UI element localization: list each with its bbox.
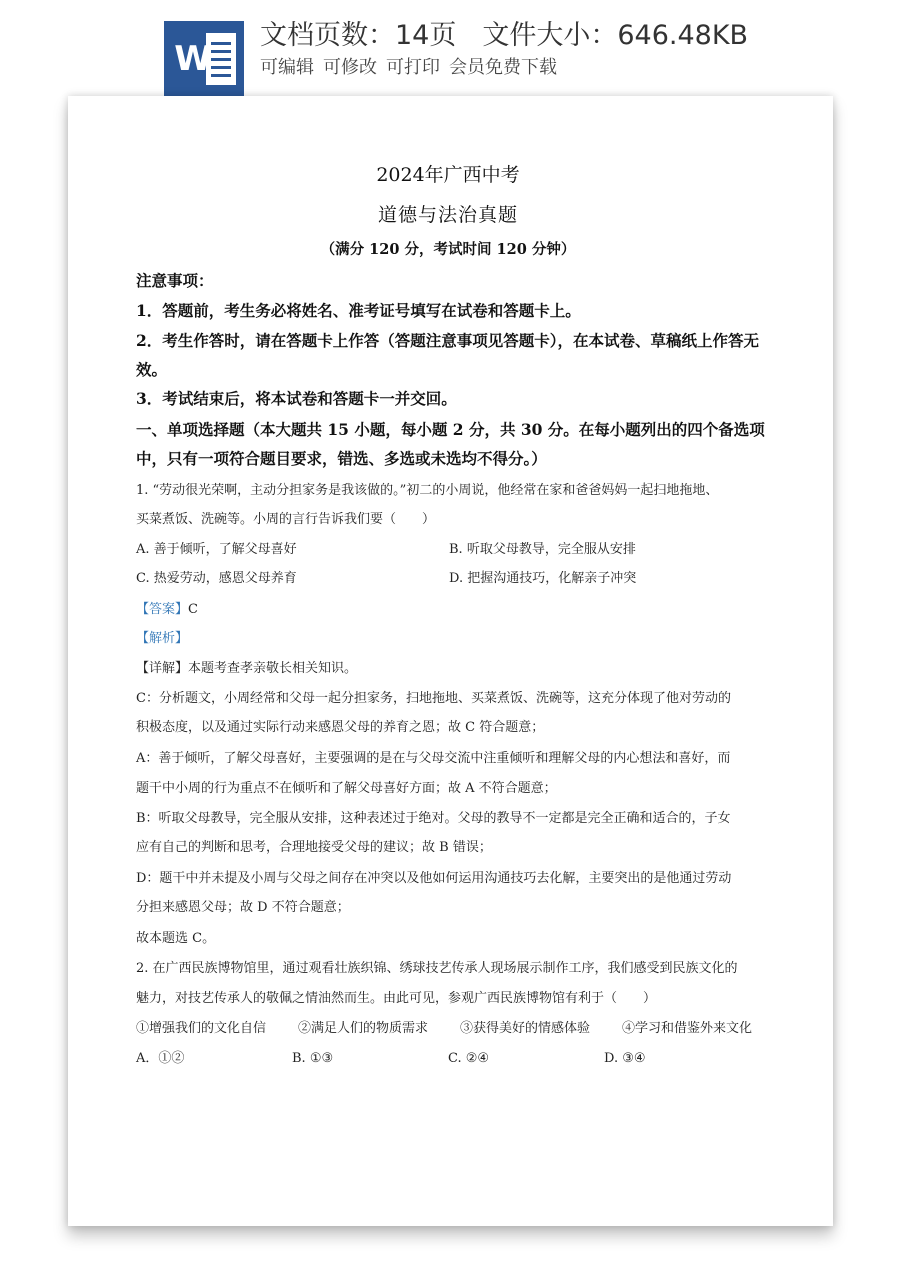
explanation-line: B：听取父母教导，完全服从安排，这种表述过于绝对。父母的教导不一定都是完全正确和适合的，子女 <box>136 811 731 826</box>
file-stats <box>260 16 748 56</box>
option-c: C. ②④ <box>448 1051 490 1066</box>
answer-tag: 【答案】 <box>136 602 189 617</box>
detail-line <box>136 658 760 680</box>
page-count: 文档页数：14页 <box>260 20 457 51</box>
option-d: D. ③④ <box>604 1051 646 1066</box>
feature-member-download: 会员免费下载 <box>449 57 557 78</box>
explanation-line: 题干中小周的行为重点不在倾听和了解父母喜好方面；故 A 不符合题意； <box>136 781 557 796</box>
explanation-line: C：分析题文，小周经常和父母一起分担家务，扫地拖地、买菜煮饭、洗碗等，这充分体现了他对劳动的 <box>136 691 731 706</box>
download-banner <box>0 0 900 96</box>
feature-editable: 可编辑 <box>260 57 314 78</box>
word-icon-letter: W <box>174 39 212 79</box>
option-d: D. 把握沟通技巧，化解亲子冲突 <box>449 571 637 586</box>
explanation-line: 应有自己的判断和思考，合理地接受父母的建议；故 B 错误； <box>136 840 492 855</box>
feature-list <box>260 54 566 82</box>
question-2-stem: 魅力，对技艺传承人的敬佩之情油然而生。由此可见，参观广西民族博物馆有利于（ ） <box>136 991 657 1006</box>
document-page <box>68 96 833 1226</box>
option-a: A. 善于倾听，了解父母喜好 <box>136 542 297 557</box>
explanation-line: A：善于倾听，了解父母喜好，主要强调的是在与父母交流中注重倾听和理解父母的内心想法和喜好，而 <box>136 751 731 766</box>
answer-value: C <box>188 602 198 617</box>
statement-4: ④学习和借鉴外来文化 <box>622 1021 753 1036</box>
statement-2: ②满足人们的物质需求 <box>298 1021 429 1036</box>
feature-modifiable: 可修改 <box>323 57 377 78</box>
file-size: 文件大小：646.48KB <box>482 20 749 51</box>
explanation-line: D：题干中并未提及小周与父母之间存在冲突以及他如何运用沟通技巧去化解，主要突出的是他通过劳动 <box>136 871 732 886</box>
statement-3: ③获得美好的情感体验 <box>460 1021 591 1036</box>
question-1-stem: 1. “劳动很光荣啊，主动分担家务是我该做的。”初二的小周说，他经常在家和爸爸妈妈一起扫地拖地、 <box>136 483 719 498</box>
section-heading: 一、单项选择题（本大题共 15 小题，每小题 2 分，共 30 分。在每小题列出的四个备选项 <box>136 420 765 439</box>
option-b: B. 听取父母教导，完全服从安排 <box>449 542 636 557</box>
detail-tag: 【详解】 <box>136 661 189 676</box>
word-document-icon <box>164 21 244 96</box>
explanation-line: 分担来感恩父母；故 D 不符合题意； <box>136 900 350 915</box>
option-a: A．①② <box>136 1051 185 1066</box>
exam-subtitle: （满分 120 分，考试时间 120 分钟） <box>320 241 576 258</box>
statement-1: ①增强我们的文化自信 <box>136 1021 267 1036</box>
analysis-tag: 【解析】 <box>136 631 189 646</box>
answer-line <box>136 599 760 621</box>
exam-subject: 道德与法治真题 <box>377 204 518 226</box>
question-2-stem: 2. 在广西民族博物馆里，通过观看壮族织锦、绣球技艺传承人现场展示制作工序，我们感受到民族文化的 <box>136 961 738 976</box>
notice-heading: 注意事项： <box>136 271 214 290</box>
option-b: B. ①③ <box>292 1051 334 1066</box>
notice-item: 效。 <box>136 360 168 379</box>
feature-printable: 可打印 <box>386 57 440 78</box>
conclusion-line: 故本题选 C。 <box>136 931 216 946</box>
question-1-stem: 买菜煮饭、洗碗等。小周的言行告诉我们要（ ） <box>136 512 436 527</box>
detail-text: 本题考查孝亲敬长相关知识。 <box>188 661 358 676</box>
notice-item: 2．考生作答时，请在答题卡上作答（答题注意事项见答题卡），在本试卷、草稿纸上作答无 <box>136 331 760 350</box>
option-c: C. 热爱劳动，感恩父母养育 <box>136 571 297 586</box>
explanation-line: 积极态度，以及通过实际行动来感恩父母的养育之恩；故 C 符合题意； <box>136 720 545 735</box>
exam-title: 2024年广西中考 <box>376 164 520 186</box>
section-heading: 中，只有一项符合题目要求，错选、多选或未选均不得分。） <box>136 449 547 468</box>
notice-item: 1．答题前，考生务必将姓名、准考证号填写在试卷和答题卡上。 <box>136 301 581 320</box>
notice-item: 3．考试结束后，将本试卷和答题卡一并交回。 <box>136 389 457 408</box>
